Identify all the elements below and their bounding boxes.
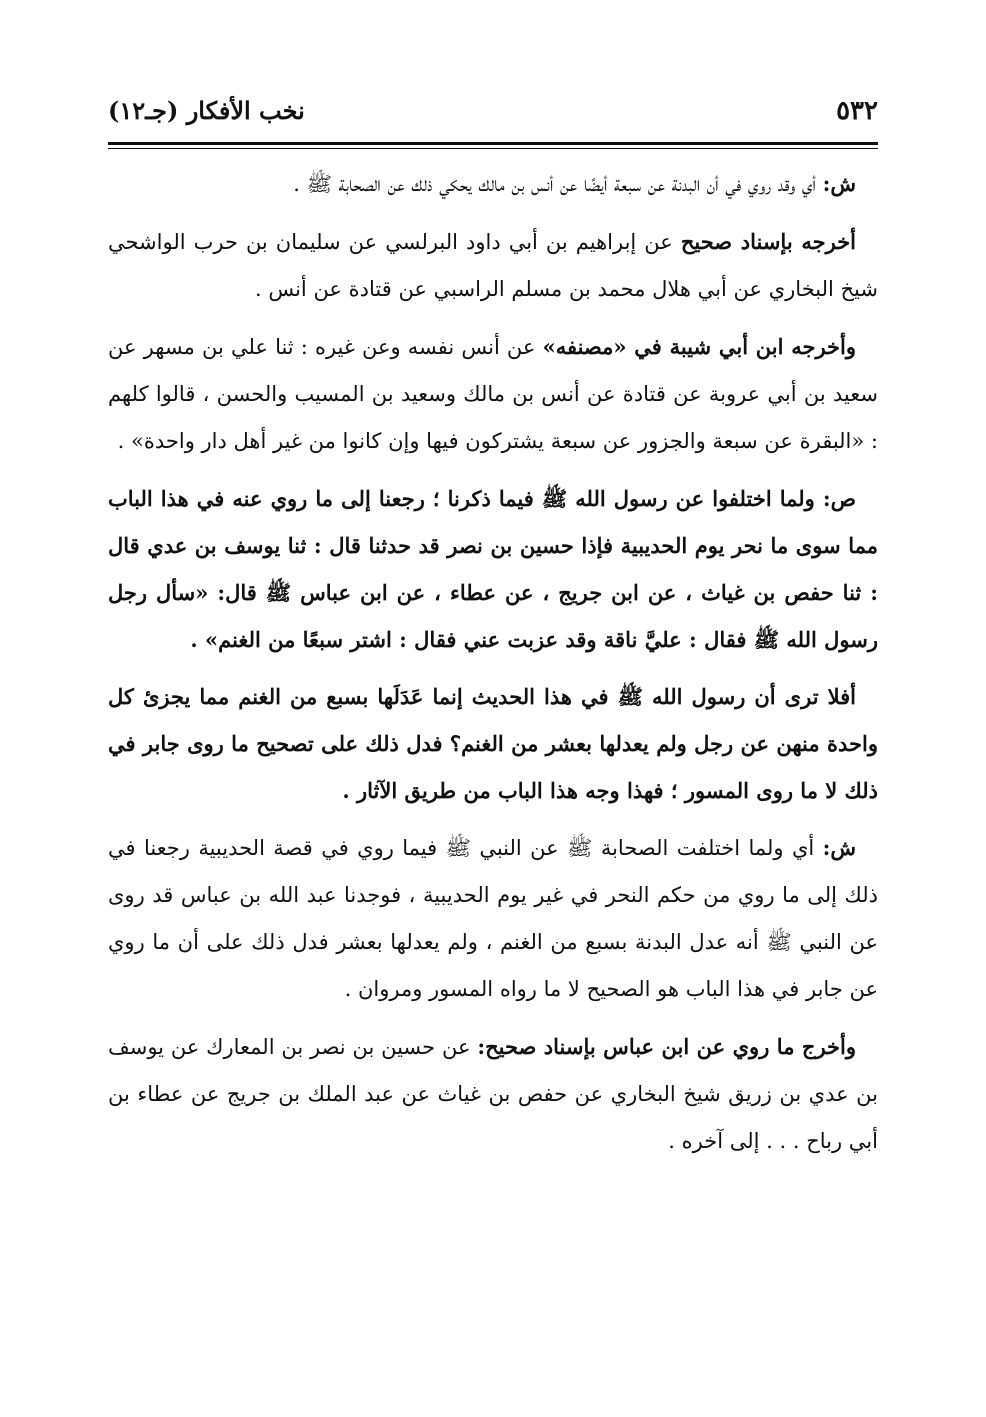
paragraph-sharh-1 (108, 160, 878, 208)
paragraph-sharh-3 (108, 323, 878, 465)
page-header (108, 96, 878, 140)
paragraph-lead: وأخرج ما روي عن ابن عباس بإسناد صحيح: (477, 1034, 857, 1059)
paragraph-lead: ص: (822, 486, 856, 511)
paragraph-text: أي ولما اختلفت الصحابة ﷺ عن النبي ﷺ فيما روي في قصة الحديبية رجعنا في ذلك إلى ما روي من حكم النحر في غير يوم الحديبية ، فوجدنا عبد الله بن عباس قد روى عن النبي ﷺ أنه عدل البدنة بسبع من الغنم ، ولم يعدلها بعشر فدل ذلك على أن ما روي عن جابر في هذا الباب هو الصحيح لا ما رواه المسور ومروان . (108, 836, 878, 1001)
paragraph-text: عن حسين بن نصر بن المعارك عن يوسف بن عدي بن زريق شيخ البخاري عن حفص بن غياث عن عبد الملك بن جريج عن عطاء بن أبي رباح . . . إلى آخره . (108, 1035, 878, 1153)
paragraph-text: أفلا ترى أن رسول الله ﷺ في هذا الحديث إنما عَدَلَها بسبع من الغنم مما يجزئ كل واحدة منهن عن رجل ولم يعدلها بعشر من الغنم؟ فدل ذلك على تصحيح ما روى جابر في ذلك لا ما روى المسور ؛ فهذا وجه هذا الباب من طريق الآثار . (108, 684, 878, 803)
paragraph-lead: وأخرجه ابن أبي شيبة في «مصنفه» (542, 334, 856, 359)
page-number: ٥٣٢ (836, 96, 878, 126)
paragraph-sharh-4 (108, 824, 878, 1013)
header-rule-thin (108, 148, 878, 149)
paragraph-lead: ش: (822, 171, 856, 196)
paragraph-lead: أخرجه بإسناد صحيح (680, 229, 856, 254)
paragraph-sharh-2 (108, 218, 878, 313)
paragraph-matn-1 (108, 475, 878, 663)
paragraph-text: أي وقد روي في أن البدنة عن سبعة أيضًا عن أنس بن مالك يحكي ذلك عن الصحابة ﷺ . (293, 172, 823, 196)
paragraph-sharh-5 (108, 1023, 878, 1165)
paragraph-lead: ش: (822, 835, 856, 860)
page-body (108, 160, 878, 1165)
running-title: نخب الأفكار (جـ١٢) (108, 96, 305, 125)
paragraph-text: عن إبراهيم بن أبي داود البرلسي عن سليمان بن حرب الواشحي شيخ البخاري عن أبي هلال محمد بن مسلم الراسبي عن قتادة عن أنس . (108, 230, 878, 301)
paragraph-text: ولما اختلفوا عن رسول الله ﷺ فيما ذكرنا ؛ رجعنا إلى ما روي عنه في هذا الباب مما سوى ما نحر يوم الحديبية فإذا حسين بن نصر قد حدثنا قال : ثنا يوسف بن عدي قال : ثنا حفص بن غياث ، عن ابن جريج ، عن عطاء ، عن ابن عباس ﷺ قال: «سأل رجل رسول الله ﷺ فقال : عليَّ ناقة وقد عزبت عني فقال : اشتر سبعًا من الغنم» . (108, 486, 878, 652)
paragraph-matn-2 (108, 673, 878, 814)
header-rule-thick (108, 142, 878, 145)
paragraph-text: عن أنس نفسه وعن غيره : ثنا علي بن مسهر عن سعيد بن أبي عروبة عن قتادة عن أنس بن مالك وسعيد بن المسيب والحسن ، قالوا كلهم : «البقرة عن سبعة والجزور عن سبعة يشتركون فيها وإن كانوا من غير أهل دار واحدة» . (108, 335, 878, 453)
